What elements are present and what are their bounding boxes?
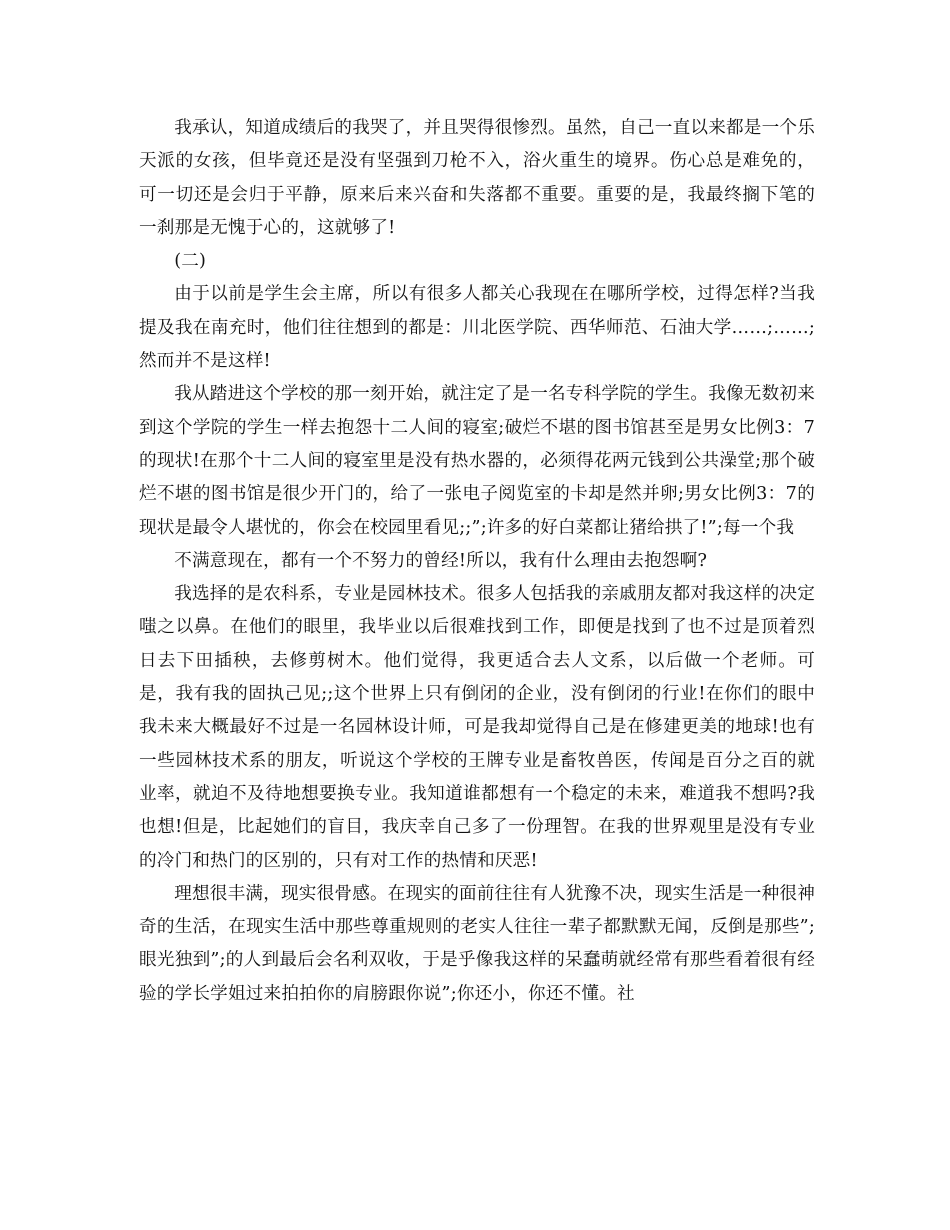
paragraph-6: 理想很丰满，现实很骨感。在现实的面前往往有人犹豫不决，现实生活是一种很神奇的生活，在现实生活中那些尊重规则的老实人往往一辈子都默默无闻，反倒是那些”;眼光独到”;的人到最后会名利双收，于是乎像我这样的呆蠢萌就经常有那些看着很有经验的学长学姐过来拍拍你的肩膀跟你说”;你还小，你还不懂。社 <box>139 883 815 1004</box>
paragraph-4: 不满意现在，都有一个不努力的曾经!所以，我有什么理由去抱怨啊? <box>174 550 708 571</box>
paragraph-5: 我选择的是农科系，专业是园林技术。很多人包括我的亲戚朋友都对我这样的决定嗤之以鼻。在他们的眼里，我毕业以后很难找到工作，即便是找到了也不过是顶着烈日去下田插秧，去修剪树木。他们觉得，我更适合去人文系，以后做一个老师。可是，我有我的固执己见;;这个世界上只有倒闭的企业，没有倒闭的行业!在你们的眼中我未来大概最好不过是一名园林设计师，可是我却觉得自己是在修建更美的地球!也有一些园林技术系的朋友，听说这个学校的王牌专业是畜牧兽医，传闻是百分之百的就业率，就迫不及待地想要换专业。我知道谁都想有一个稳定的未来，难道我不想吗?我也想!但是，比起她们的盲目，我庆幸自己多了一份理智。在我的世界观里是没有专业的冷门和热门的区别的，只有对工作的热情和厌恶! <box>139 584 815 871</box>
document-body <box>139 112 815 1011</box>
paragraph-2: 由于以前是学生会主席，所以有很多人都关心我现在在哪所学校，过得怎样?当我提及我在南充时，他们往往想到的都是：川北医学院、西华师范、石油大学……;……;然而并不是这样! <box>139 284 815 372</box>
paragraph-1: 我承认，知道成绩后的我哭了，并且哭得很惨烈。虽然，自己一直以来都是一个乐天派的女孩，但毕竟还是没有坚强到刀枪不入，浴火重生的境界。伤心总是难免的，可一切还是会归于平静，原来后来兴奋和失落都不重要。重要的是，我最终搁下笔的一刹那是无愧于心的，这就够了! <box>139 118 815 238</box>
paragraph-3: 我从踏进这个学校的那一刻开始，就注定了是一名专科学院的学生。我像无数初来到这个学院的学生一样去抱怨十二人间的寝室;破烂不堪的图书馆甚至是男女比例3：7的现状!在那个十二人间的寝室里是没有热水器的，必须得花两元钱到公共澡堂;那个破烂不堪的图书馆是很少开门的，给了一张电子阅览室的卡却是然并卵;男女比例3：7的现状是最令人堪忧的，你会在校园里看见;;”;许多的好白菜都让猪给拱了!”;每一个我 <box>139 384 815 538</box>
section-heading: (二) <box>174 251 207 272</box>
